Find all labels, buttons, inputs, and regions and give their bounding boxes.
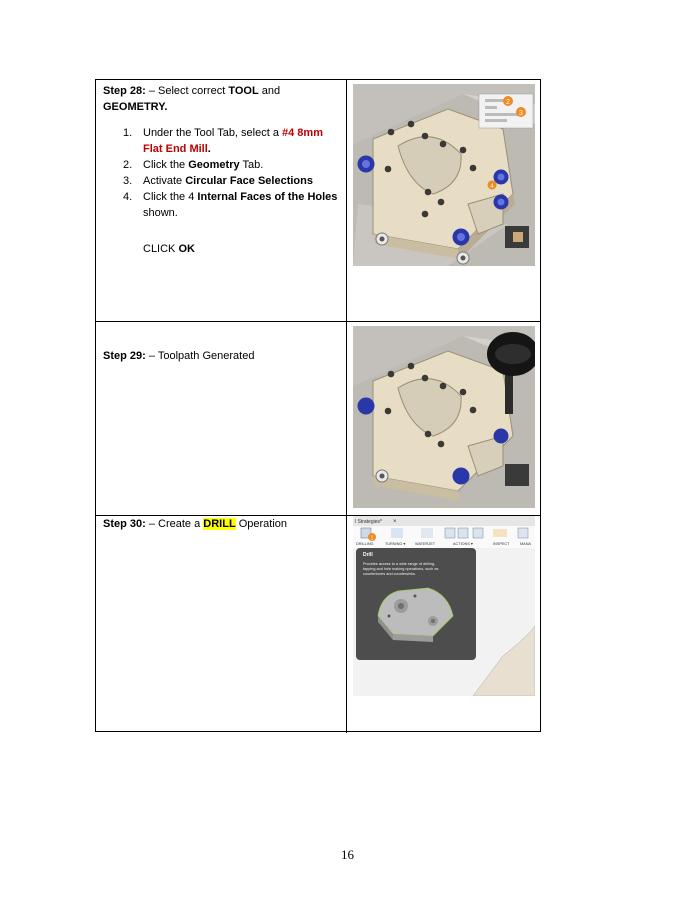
toolbar-turning[interactable]: TURNING ▾ [385,542,406,546]
list-item: 3. Activate Circular Face Selections [123,175,313,187]
step-30-screenshot [353,516,535,696]
tab-close-icon: × [393,519,397,525]
click-ok-instruction: CLICK OK [143,243,195,255]
list-item: 1. Under the Tool Tab, select a #4 8mm Flat End Mill. [123,127,323,155]
svg-text:2: 2 [506,99,510,106]
step-29-image-cell [347,322,540,515]
tooltip-title: Drill [363,552,373,558]
step-28-screenshot [353,84,535,266]
callout-3 [516,107,526,117]
svg-text:3: 3 [519,110,523,117]
step-29-label: Step 29: [103,350,146,362]
step-29-screenshot [353,326,535,508]
step-28-image-cell [347,80,540,321]
toolbar-manage[interactable]: MANA [520,542,531,546]
svg-text:4: 4 [490,184,494,190]
toolbar-inspect[interactable]: INSPECT [493,542,510,546]
toolbar-actions[interactable]: ACTIONS ▾ [453,542,473,546]
step-30-label: Step 30: [103,518,146,530]
list-item: 4. Click the 4 Internal Faces of the Holes shown. [123,191,338,219]
step-28-text-cell [96,80,347,321]
step-28-intro: Step 28: – Select correct TOOL and GEOMETRY. [103,85,281,113]
steps-table [95,79,541,732]
step-29-text: Step 29: – Toolpath Generated [103,350,255,362]
manage-icon [518,528,528,538]
svg-text:counterbores and countersinks.: counterbores and countersinks. [363,572,416,576]
callout-2 [503,96,513,106]
list-item: 2. Click the Geometry Tab. [123,159,264,171]
page-number: 16 [341,847,354,862]
svg-text:1: 1 [370,535,374,542]
waterjet-icon [421,528,433,538]
drill-highlight: DRILL [203,518,236,530]
turning-icon [391,528,403,538]
step-28-row [96,80,540,322]
step-28-label: Step 28: [103,85,146,97]
tab-title: l Strategies* [355,519,382,525]
toolbar-waterjet[interactable]: WATERJET [415,542,436,546]
toolbar-drilling[interactable]: DRILLING [356,542,374,546]
actions-icon [445,528,455,538]
svg-text:Provides access to a wide rang: Provides access to a wide range of drilling, [363,562,435,566]
step-29-row [96,322,540,516]
inspect-icon [493,529,507,537]
step-30-text-cell [96,516,347,733]
step-30-image-cell [347,516,540,733]
step-30-row [96,516,540,733]
step-30-text: Step 30: – Create a DRILL Operation [103,518,288,530]
step-29-text-cell [96,322,347,515]
step-28-instructions [103,125,343,221]
svg-text:tapping and hole making operat: tapping and hole making operations, such as [363,567,439,571]
